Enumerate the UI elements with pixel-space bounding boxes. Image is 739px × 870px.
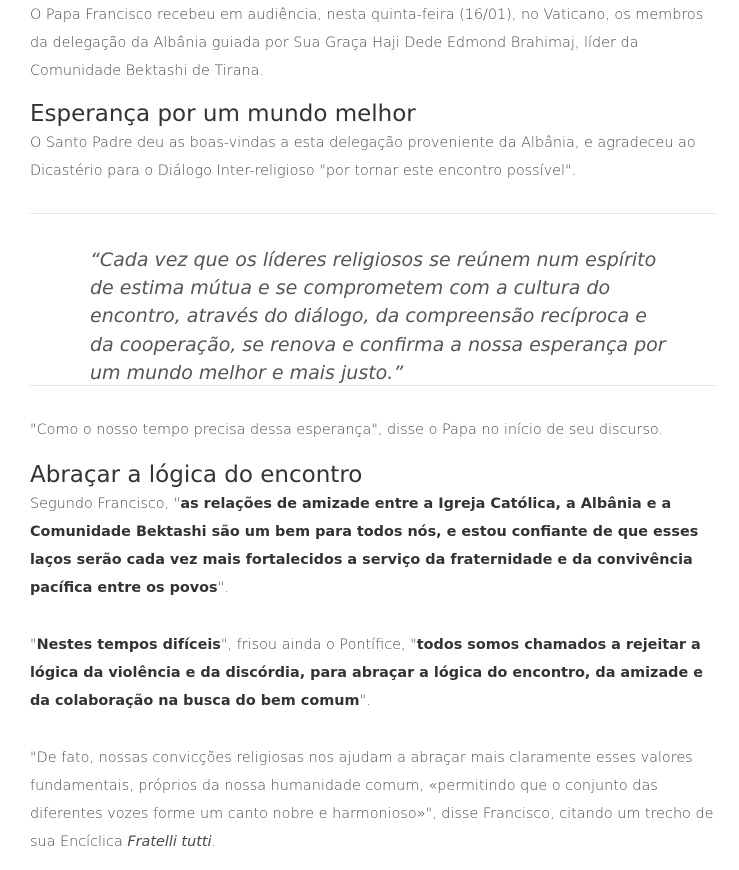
section2-paragraph-3	[30, 744, 717, 856]
p2-mid: ", frisou ainda o Pontífice, "	[220, 637, 417, 653]
section2-paragraph-1	[30, 490, 717, 602]
pull-quote: “Cada vez que os líderes religiosos se reúnem num espírito de estima mútua e se comprometem com a cultura do encontro, através do diálogo, da compreensão recíproca e da cooperação, se renova e confirma a nossa esperança por um mundo melhor e mais justo.”	[90, 249, 666, 384]
section1-paragraph: O Santo Padre deu as boas-vindas a esta delegação proveniente da Albânia, e agradeceu ao Dicastério para o Diálogo Inter-religioso "por tornar este encontro possível".	[30, 135, 696, 179]
p2-bold-2: todos somos chamados a rejeitar a lógica da violência e da discórdia, para abraçar a lógica do encontro, da amizade e da colaboração na busca do bem comum	[30, 637, 703, 709]
p2-bold-1: Nestes tempos difíceis	[36, 637, 221, 653]
como-paragraph: "Como o nosso tempo precisa dessa esperança", disse o Papa no início de seu discurso.	[30, 422, 664, 438]
p1-pre: Segundo Francisco, "	[30, 496, 181, 512]
p1-bold: as relações de amizade entre a Igreja Católica, a Albânia e a Comunidade Bektashi são um bem para todos nós, e estou confiante de que esses laços serão cada vez mais fortalecidos a serviço da fraternidade e da convivência pacífica entre os povos	[30, 496, 699, 596]
p2-post: ".	[359, 693, 371, 709]
p3-text: "De fato, nossas convicções religiosas nos ajudam a abraçar mais claramente esses valores fundamentais, próprios da nossa humanidade comum, «permitindo que o conjunto das diferentes vozes forme um canto nobre e harmonioso»", disse Francisco, citando um trecho de sua Encíclica	[30, 750, 714, 850]
p3-italic-title: Fratelli tutti	[127, 834, 212, 850]
section-heading-esperanca: Esperança por um mundo melhor	[30, 101, 416, 127]
intro-paragraph: O Papa Francisco recebeu em audiência, nesta quinta-feira (16/01), no Vaticano, os membros da delegação da Albânia guiada por Sua Graça Haji Dede Edmond Brahimaj, líder da Comunidade Bektashi de Tirana.	[30, 7, 704, 79]
section2-paragraph-2	[30, 631, 717, 715]
section-heading-abracar: Abraçar a lógica do encontro	[30, 462, 363, 488]
p1-post: ".	[217, 580, 229, 596]
p3-post: .	[211, 834, 217, 850]
p2-q1: "	[30, 637, 37, 653]
